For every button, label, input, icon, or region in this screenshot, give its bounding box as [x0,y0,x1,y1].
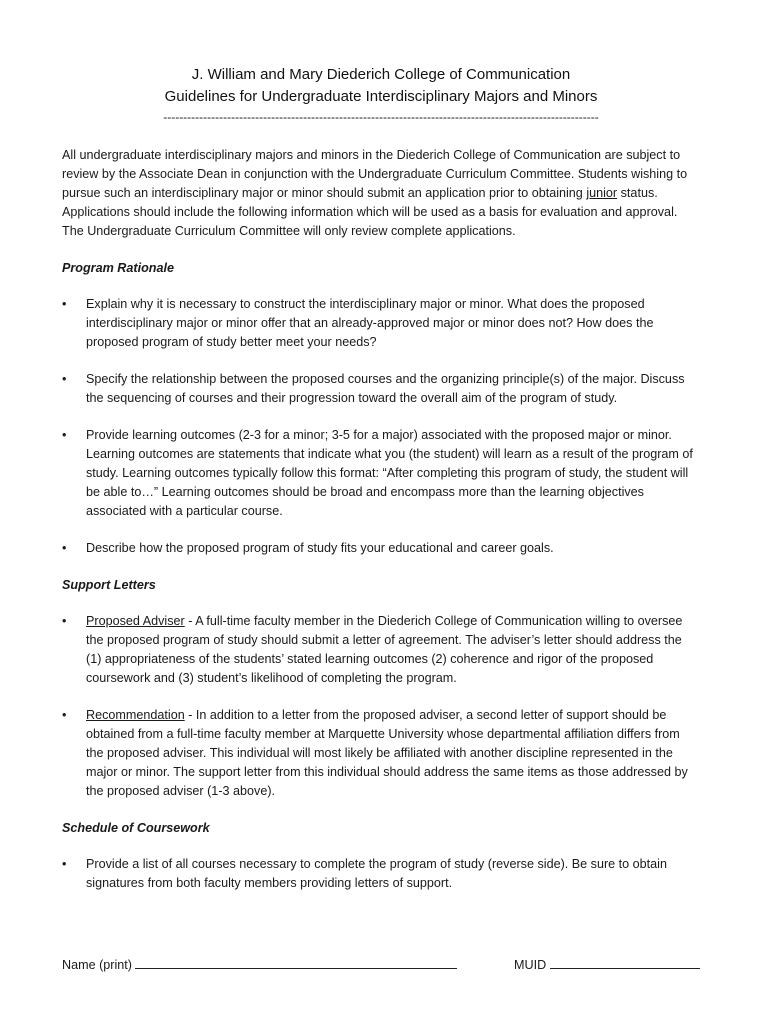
list-item: • Describe how the proposed program of study fits your educational and career goals. [62,539,700,558]
name-field[interactable] [62,956,457,974]
bullet-icon: • [62,428,67,442]
document-title-line1: J. William and Mary Diederich College of Communication [191,66,571,83]
section-heading-program-rationale: Program Rationale [62,261,174,275]
list-item: • Proposed Adviser - A full-time faculty member in the Diederich College of Communication willing to oversee the proposed program of study should submit a letter of agreement. The adviser’s letter should address the (1) appropriateness of the students’ stated learning outcomes (2) coherence and rigor of the proposed coursework and (3) student’s likelihood of completing the program. [62,614,683,685]
bullet-icon: • [62,372,67,386]
bullet-icon: • [62,614,67,628]
list-item: • Specify the relationship between the proposed courses and the organizing principle(s) of the major. Discuss the sequencing of courses and their progression toward the overall aim of the program of study. [62,372,685,405]
bullet-icon: • [62,708,67,722]
muid-field[interactable] [514,956,700,974]
schedule-list [62,855,700,893]
rationale-list [62,295,700,558]
bullet-icon: • [62,541,67,555]
list-item: • Provide learning outcomes (2-3 for a minor; 3-5 for a major) associated with the proposed major or minor. Learning outcomes are statements that indicate what you (the student) will learn as a result of the program of study. Learning outcomes typically follow this format: “After completing this program of study, the student will be able to…” Learning outcomes should be broad and encompass more than the learning objectives associated with a particular course. [62,428,693,518]
junior-underlined: junior [586,186,618,200]
section-heading-schedule-of-coursework: Schedule of Coursework [62,821,210,835]
list-item: • Explain why it is necessary to construct the interdisciplinary major or minor. What does the proposed interdisciplinary major or minor offer that an already-approved major or minor does not? How does the proposed program of study better meet your needs? [62,297,654,349]
name-label: Name (print) [62,958,132,972]
section-heading-support-letters: Support Letters [62,578,156,592]
muid-label: MUID [514,958,547,972]
support-list [62,612,700,801]
document-title-line2: Guidelines for Undergraduate Interdisciplinary Majors and Minors [164,88,598,105]
muid-underline[interactable] [550,956,700,969]
dashed-divider: ------------------------------------------------------------------------------------------------------------- [163,110,599,124]
intro-paragraph: All undergraduate interdisciplinary majors and minors in the Diederich College of Communication are subject to review by the Associate Dean in conjunction with the Undergraduate Curriculum Committee. Students wishing to pursue such an interdisciplinary major or minor should submit an application prior to obtaining junior status. Applications should include the following information which will be used as a basis for evaluation and approval. The Undergraduate Curriculum Committee will only review complete applications. [62,148,688,238]
bullet-icon: • [62,857,67,871]
list-item: • Recommendation - In addition to a letter from the proposed adviser, a second letter of support should be obtained from a full-time faculty member at Marquette University whose departmental affiliation differs from the proposed adviser. This individual will most likely be affiliated with another discipline represented in the major or minor. The support letter from this individual should address the same items as those addressed by the proposed adviser (1-3 above). [62,708,688,798]
bullet-icon: • [62,297,67,311]
name-underline[interactable] [135,956,457,969]
list-item: • Provide a list of all courses necessary to complete the program of study (reverse side). Be sure to obtain signatures from both faculty members providing letters of support. [62,857,667,890]
